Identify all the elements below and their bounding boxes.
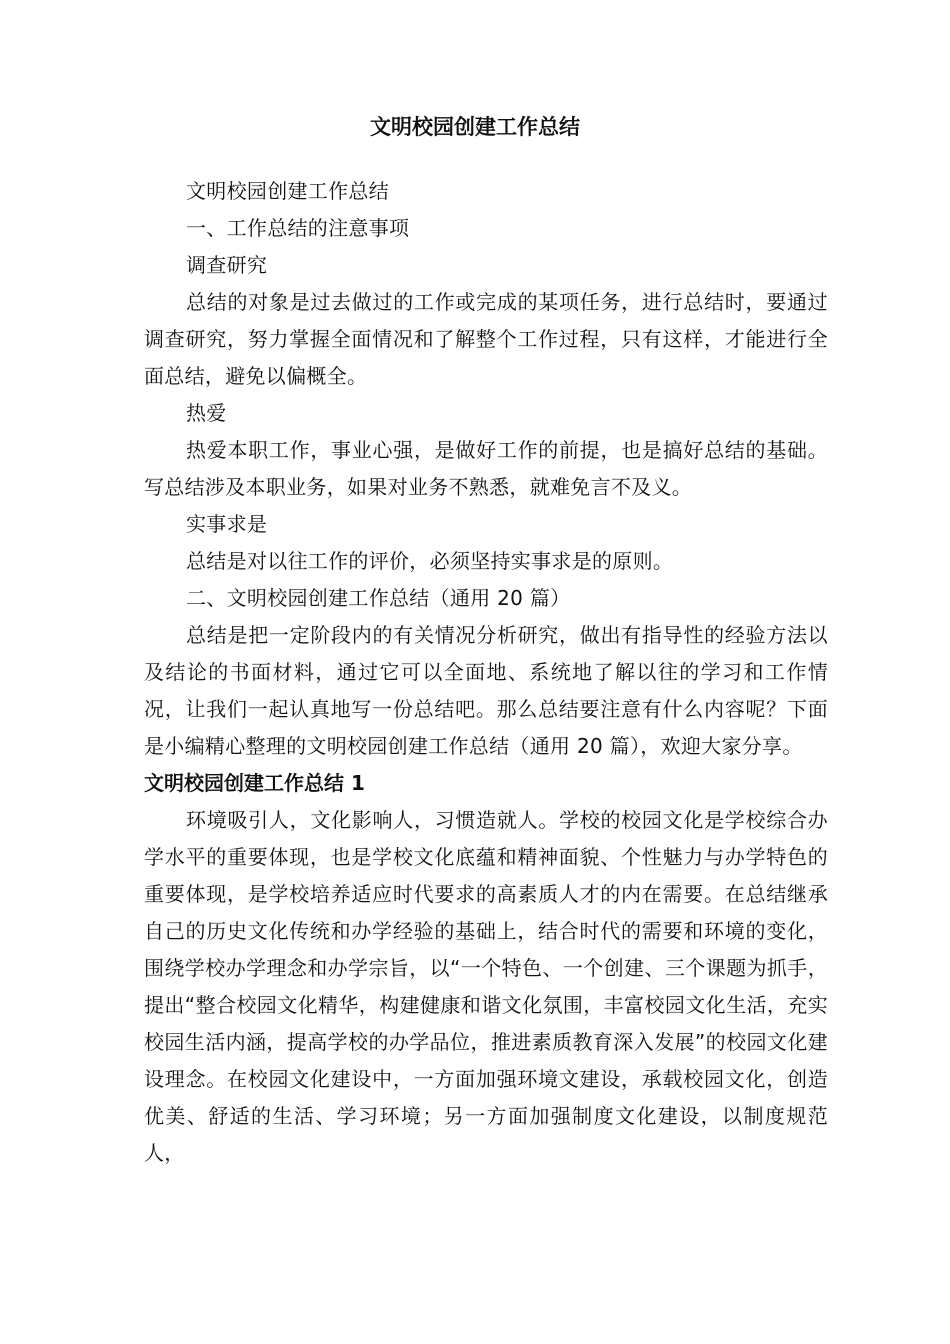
paragraph-intro-text: 总结是把一定阶段内的有关情况分析研究，做出有指导性的经验方法以及结论的书面材料，通过它可以全面地、系统地了解以往的学习和工作情况，让我们一起认真地写一份总结吧。那么总结要注意有什么内容呢？下面是小编精心整理的文明校园创建工作总结（通用 20 篇），欢迎大家分享。 bbox=[144, 623, 828, 758]
paragraph-heading-notes: 一、工作总结的注意事项 bbox=[186, 216, 410, 240]
paragraph-heading-collection: 二、文明校园创建工作总结（通用 20 篇） bbox=[186, 586, 571, 610]
section-heading: 文明校园创建工作总结 1 bbox=[144, 771, 365, 795]
paragraph-heading-research: 调查研究 bbox=[186, 253, 268, 277]
paragraph-truth-text: 总结是对以往工作的评价，必须坚持实事求是的原则。 bbox=[186, 549, 674, 573]
section-body-text: 环境吸引人，文化影响人，习惯造就人。学校的校园文化是学校综合办学水平的重要体现，也是学校文化底蕴和精神面貌、个性魅力与办学特色的重要体现，是学校培养适应时代要求的高素质人才的内在需要。在总结继承自己的历史文化传统和办学经验的基础上，结合时代的需要和环境的变化，围绕学校办学理念和办学宗旨，以“一个特色、一个创建、三个课题为抓手，提出“整合校园文化精华，构建健康和谐文化氛围，丰富校园文化生活，充实校园生活内涵，提高学校的办学品位，推进素质教育深入发展”的校园文化建设理念。在校园文化建设中，一方面加强环境文建设，承载校园文化，创造优美、舒适的生活、学习环境；另一方面加强制度文化建设，以制度规范人， bbox=[144, 808, 828, 1165]
document-body bbox=[144, 173, 828, 1172]
document-title: 文明校园创建工作总结 bbox=[370, 115, 580, 139]
paragraph-research-text: 总结的对象是过去做过的工作或完成的某项任务，进行总结时，要通过调查研究，努力掌握全面情况和了解整个工作过程，只有这样，才能进行全面总结，避免以偏概全。 bbox=[144, 290, 828, 388]
paragraph-love-text: 热爱本职工作，事业心强，是做好工作的前提，也是搞好总结的基础。写总结涉及本职业务，如果对业务不熟悉，就难免言不及义。 bbox=[144, 438, 828, 499]
paragraph-heading-truth: 实事求是 bbox=[186, 512, 268, 536]
paragraph-subtitle: 文明校园创建工作总结 bbox=[186, 179, 389, 203]
paragraph-heading-love: 热爱 bbox=[186, 401, 227, 425]
